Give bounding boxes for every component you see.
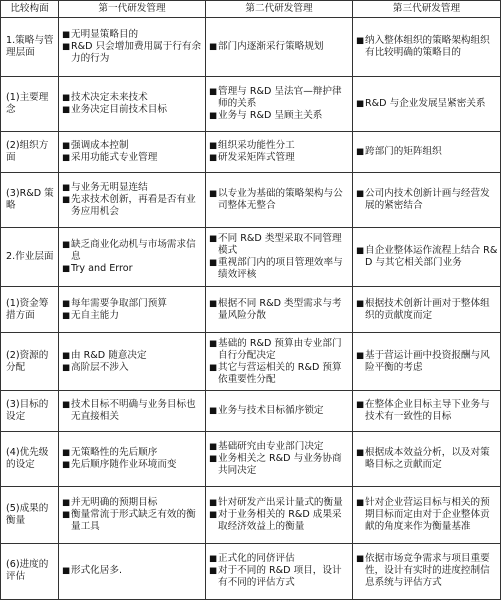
third-generation-cell <box>353 77 501 132</box>
bullet-icon: ■ <box>62 509 71 520</box>
list-item <box>356 553 498 589</box>
row-label: (5)成果的衡量 <box>1 486 59 543</box>
bullet-icon: ■ <box>62 30 71 41</box>
bullet-list <box>209 140 350 164</box>
list-item <box>356 245 498 269</box>
list-item <box>62 509 203 533</box>
bullet-text: 其它与营运相关的 R&D 预算依重要性分配 <box>218 361 342 385</box>
bullet-icon: ■ <box>62 264 71 275</box>
bullet-icon: ■ <box>209 362 218 373</box>
bullet-icon: ■ <box>62 153 71 164</box>
bullet-text: 先求技术创新，再看是否有业务应用机会 <box>71 194 196 218</box>
bullet-text: 业务与 R&D 呈顾主关系 <box>218 110 323 122</box>
second-generation-cell <box>206 543 353 599</box>
bullet-text: 业务决定目前技术目标 <box>71 104 167 116</box>
bullet-list <box>209 338 350 386</box>
list-item <box>62 140 203 152</box>
bullet-icon: ■ <box>209 189 218 200</box>
row-label: (1)资金筹措方面 <box>1 287 59 333</box>
bullet-icon: ■ <box>209 442 218 453</box>
row-label: (6)进度的评估 <box>1 543 59 599</box>
list-item <box>209 441 350 453</box>
second-generation-cell <box>206 332 353 390</box>
bullet-text: 纳入整体组织的策略架构组织有比较明确的策略目的 <box>365 35 490 59</box>
list-item <box>62 310 203 322</box>
bullet-icon: ■ <box>356 246 365 257</box>
list-item <box>62 152 203 164</box>
list-item <box>209 453 350 477</box>
bullet-icon: ■ <box>62 42 71 53</box>
list-item <box>356 35 498 59</box>
list-item <box>62 459 203 471</box>
list-item <box>62 447 203 459</box>
bullet-text: 研发采矩阵式管理 <box>218 152 295 164</box>
list-item <box>62 194 203 218</box>
bullet-text: 基础研究由专业部门决定 <box>218 441 324 453</box>
bullet-icon: ■ <box>209 497 218 508</box>
bullet-list <box>209 441 350 477</box>
bullet-text: 形式化居多. <box>71 565 123 577</box>
first-generation-cell <box>59 132 206 173</box>
list-item <box>356 98 498 110</box>
table-row <box>1 18 501 77</box>
bullet-icon: ■ <box>62 141 71 152</box>
list-item <box>356 497 498 533</box>
bullet-list <box>356 98 498 110</box>
first-generation-cell <box>59 227 206 286</box>
bullet-icon: ■ <box>356 497 365 508</box>
bullet-list <box>356 35 498 59</box>
bullet-icon: ■ <box>62 93 71 104</box>
list-item <box>209 338 350 362</box>
bullet-icon: ■ <box>209 111 218 122</box>
bullet-icon: ■ <box>356 298 365 309</box>
list-item <box>62 239 203 263</box>
bullet-icon: ■ <box>209 87 218 98</box>
bullet-icon: ■ <box>209 554 218 565</box>
bullet-icon: ■ <box>356 400 365 411</box>
first-generation-cell <box>59 391 206 432</box>
bullet-icon: ■ <box>356 36 365 47</box>
bullet-icon: ■ <box>209 234 218 245</box>
bullet-text: 在整体企业目标主导下业务与技术有一致性的目标 <box>365 399 490 423</box>
list-item <box>209 152 350 164</box>
table-row <box>1 132 501 173</box>
row-label: (4)优先级的设定 <box>1 432 59 487</box>
bullet-list <box>62 399 203 423</box>
bullet-text: 以专业为基础的策略架构与公司整体无整合 <box>218 188 343 212</box>
bullet-icon: ■ <box>209 42 218 53</box>
bullet-list <box>209 405 350 417</box>
bullet-list <box>209 233 350 281</box>
list-item <box>62 41 203 65</box>
bullet-text: 采用功能式专业管理 <box>71 152 158 164</box>
bullet-text: 针对企业营运目标与相关的预期目标而定由对于企业整体贡献的角度来作为衡量基准 <box>365 496 490 532</box>
bullet-icon: ■ <box>356 448 365 459</box>
bullet-list <box>209 188 350 212</box>
header-second-generation: 第二代研发管理 <box>206 1 353 18</box>
second-generation-cell <box>206 227 353 286</box>
bullet-text: 技术目标不明确与业务目标也无直接相关 <box>71 399 196 423</box>
bullet-icon: ■ <box>356 189 365 200</box>
header-first-generation: 第一代研发管理 <box>59 1 206 18</box>
list-item <box>356 350 498 374</box>
bullet-text: 重视部门内的项目管理效率与绩效评核 <box>218 257 343 281</box>
bullet-text: 并无明确的预期目标 <box>71 496 158 508</box>
bullet-icon: ■ <box>209 153 218 164</box>
list-item <box>62 104 203 116</box>
table-row <box>1 486 501 543</box>
bullet-icon: ■ <box>62 400 71 411</box>
list-item <box>62 29 203 41</box>
bullet-icon: ■ <box>209 509 218 520</box>
bullet-icon: ■ <box>209 338 218 349</box>
first-generation-cell <box>59 18 206 77</box>
bullet-list <box>62 239 203 275</box>
list-item <box>62 362 203 374</box>
bullet-icon: ■ <box>209 298 218 309</box>
bullet-icon: ■ <box>209 454 218 465</box>
third-generation-cell <box>353 18 501 77</box>
list-item <box>209 41 350 53</box>
bullet-text: 根据成本效益分析，以及对策略目标之贡献而定 <box>365 447 490 471</box>
list-item <box>62 298 203 310</box>
bullet-icon: ■ <box>209 406 218 417</box>
bullet-text: 每年需要争取部门预算 <box>71 297 167 309</box>
list-item <box>356 188 498 212</box>
bullet-text: 高阶层不涉入 <box>71 361 129 373</box>
bullet-list <box>356 497 498 533</box>
bullet-text: 业务与技术目标循序锁定 <box>218 405 324 417</box>
row-label: (2)资源的分配 <box>1 332 59 390</box>
third-generation-cell <box>353 132 501 173</box>
bullet-text: 根据技术创新计画对于整体组织的贡献度而定 <box>365 297 490 321</box>
row-label: 2.作业层面 <box>1 227 59 286</box>
bullet-list <box>62 497 203 533</box>
bullet-text: 业务相关之 R&D 与业务协商共同决定 <box>218 453 342 477</box>
list-item <box>209 405 350 417</box>
bullet-text: R&D 与企业发展呈紧密关系 <box>365 98 486 110</box>
bullet-list <box>209 86 350 122</box>
bullet-text: 强调成本控制 <box>71 140 129 152</box>
third-generation-cell <box>353 287 501 333</box>
bullet-icon: ■ <box>62 195 71 206</box>
bullet-text: 正式化的同侪评估 <box>218 553 295 565</box>
third-generation-cell <box>353 391 501 432</box>
bullet-text: 组织采功能性分工 <box>218 140 295 152</box>
bullet-list <box>356 298 498 322</box>
bullet-text: 管理与 R&D 呈法官—辩护律师的关系 <box>218 86 342 110</box>
bullet-list <box>62 140 203 164</box>
table-row <box>1 227 501 286</box>
list-item <box>209 565 350 589</box>
row-label: (1)主要理念 <box>1 77 59 132</box>
bullet-icon: ■ <box>62 497 71 508</box>
second-generation-cell <box>206 391 353 432</box>
third-generation-cell <box>353 332 501 390</box>
bullet-text: 自企业整体运作流程上结合 R&D 与其它相关部门业务 <box>365 245 498 269</box>
list-item <box>209 497 350 509</box>
table-row <box>1 432 501 487</box>
table-row <box>1 287 501 333</box>
bullet-list <box>356 553 498 589</box>
bullet-text: 依据市场竞争需求与项目重要性，设计有实时的进度控制信息系统与评估方式 <box>365 553 490 589</box>
bullet-text: 技术决定未来技术 <box>71 92 148 104</box>
bullet-text: R&D 只会增加费用属于行有余力的行为 <box>71 41 202 65</box>
list-item <box>209 553 350 565</box>
list-item <box>209 188 350 212</box>
bullet-icon: ■ <box>62 298 71 309</box>
header-row <box>1 1 501 18</box>
bullet-list <box>62 350 203 374</box>
second-generation-cell <box>206 77 353 132</box>
list-item <box>209 86 350 110</box>
bullet-icon: ■ <box>209 258 218 269</box>
third-generation-cell <box>353 432 501 487</box>
list-item <box>356 146 498 158</box>
second-generation-cell <box>206 173 353 228</box>
table-row <box>1 332 501 390</box>
bullet-text: 公司内技术创新计画与经营发展的紧密结合 <box>365 188 490 212</box>
first-generation-cell <box>59 77 206 132</box>
row-label: (3)目标的设定 <box>1 391 59 432</box>
bullet-icon: ■ <box>62 240 71 251</box>
bullet-icon: ■ <box>356 350 365 361</box>
bullet-text: 跨部门的矩阵组织 <box>365 146 442 158</box>
third-generation-cell <box>353 543 501 599</box>
third-generation-cell <box>353 227 501 286</box>
bullet-text: 基于营运计画中投资报酬与风险平衡的考虑 <box>365 349 490 373</box>
bullet-icon: ■ <box>62 460 71 471</box>
bullet-list <box>62 182 203 218</box>
row-label: 1.策略与管理层面 <box>1 18 59 77</box>
list-item <box>209 362 350 386</box>
second-generation-cell <box>206 132 353 173</box>
list-item <box>62 182 203 194</box>
list-item <box>209 233 350 257</box>
list-item <box>356 298 498 322</box>
bullet-text: 先后顺序随作业环境而变 <box>71 459 177 471</box>
row-label: (2)组织方面 <box>1 132 59 173</box>
bullet-icon: ■ <box>209 141 218 152</box>
bullet-list <box>62 298 203 322</box>
list-item <box>62 497 203 509</box>
list-item <box>209 140 350 152</box>
list-item <box>62 399 203 423</box>
list-item <box>62 350 203 362</box>
bullet-text: 缺乏商业化动机与市场需求信息 <box>71 239 196 263</box>
bullet-icon: ■ <box>62 183 71 194</box>
bullet-icon: ■ <box>356 99 365 110</box>
bullet-text: 与业务无明显连结 <box>71 182 148 194</box>
bullet-text: 无策略性的先后顺序 <box>71 447 158 459</box>
bullet-icon: ■ <box>62 362 71 373</box>
bullet-list <box>209 497 350 533</box>
first-generation-cell <box>59 432 206 487</box>
bullet-text: 无自主能力 <box>71 309 119 321</box>
bullet-list <box>209 553 350 589</box>
bullet-list <box>356 350 498 374</box>
bullet-icon: ■ <box>209 566 218 577</box>
bullet-icon: ■ <box>62 350 71 361</box>
list-item <box>209 257 350 281</box>
first-generation-cell <box>59 543 206 599</box>
list-item <box>62 263 203 275</box>
header-third-generation: 第三代研发管理 <box>353 1 501 18</box>
list-item <box>209 509 350 533</box>
list-item <box>356 447 498 471</box>
first-generation-cell <box>59 486 206 543</box>
bullet-text: 基础的 R&D 预算由专业部门自行分配决定 <box>218 337 342 361</box>
third-generation-cell <box>353 486 501 543</box>
list-item <box>356 399 498 423</box>
list-item <box>62 92 203 104</box>
bullet-list <box>356 188 498 212</box>
bullet-text: 衡量常流于形式缺乏有效的衡量工具 <box>71 508 196 532</box>
bullet-list <box>356 447 498 471</box>
bullet-list <box>62 29 203 65</box>
third-generation-cell <box>353 173 501 228</box>
bullet-list <box>356 245 498 269</box>
bullet-list <box>209 41 350 53</box>
first-generation-cell <box>59 332 206 390</box>
bullet-icon: ■ <box>356 147 365 158</box>
bullet-list <box>356 146 498 158</box>
list-item <box>209 110 350 122</box>
bullet-text: 针对研发产出采计量式的衡量 <box>218 496 343 508</box>
second-generation-cell <box>206 486 353 543</box>
first-generation-cell <box>59 287 206 333</box>
second-generation-cell <box>206 287 353 333</box>
header-dimension: 比较构面 <box>1 1 59 18</box>
table-row <box>1 543 501 599</box>
bullet-text: 对于不同的 R&D 项目，设计有不同的评估方式 <box>218 565 342 589</box>
bullet-text: 部门内逐渐采行策略规划 <box>218 41 324 53</box>
second-generation-cell <box>206 18 353 77</box>
table-row <box>1 391 501 432</box>
list-item <box>62 565 203 577</box>
second-generation-cell <box>206 432 353 487</box>
bullet-text: 无明显策略目的 <box>71 29 139 41</box>
bullet-text: 根据不同 R&D 类型需求与考量风险分散 <box>218 297 342 321</box>
bullet-icon: ■ <box>356 554 365 565</box>
bullet-list <box>62 447 203 471</box>
bullet-icon: ■ <box>62 448 71 459</box>
bullet-list <box>356 399 498 423</box>
bullet-list <box>62 565 203 577</box>
bullet-list <box>62 92 203 116</box>
bullet-icon: ■ <box>62 310 71 321</box>
bullet-text: 不同 R&D 类型采取不同管理模式 <box>218 233 342 257</box>
first-generation-cell <box>59 173 206 228</box>
bullet-list <box>209 298 350 322</box>
list-item <box>209 298 350 322</box>
table-row <box>1 77 501 132</box>
table-row <box>1 173 501 228</box>
bullet-icon: ■ <box>62 566 71 577</box>
bullet-text: 对于业务相关的 R&D 成果采取经济效益上的衡量 <box>218 508 342 532</box>
table-body <box>1 18 501 600</box>
bullet-icon: ■ <box>62 105 71 116</box>
row-label: (3)R&D 策略 <box>1 173 59 228</box>
bullet-text: Try and Error <box>71 263 133 275</box>
bullet-text: 由 R&D 随意决定 <box>71 349 147 361</box>
